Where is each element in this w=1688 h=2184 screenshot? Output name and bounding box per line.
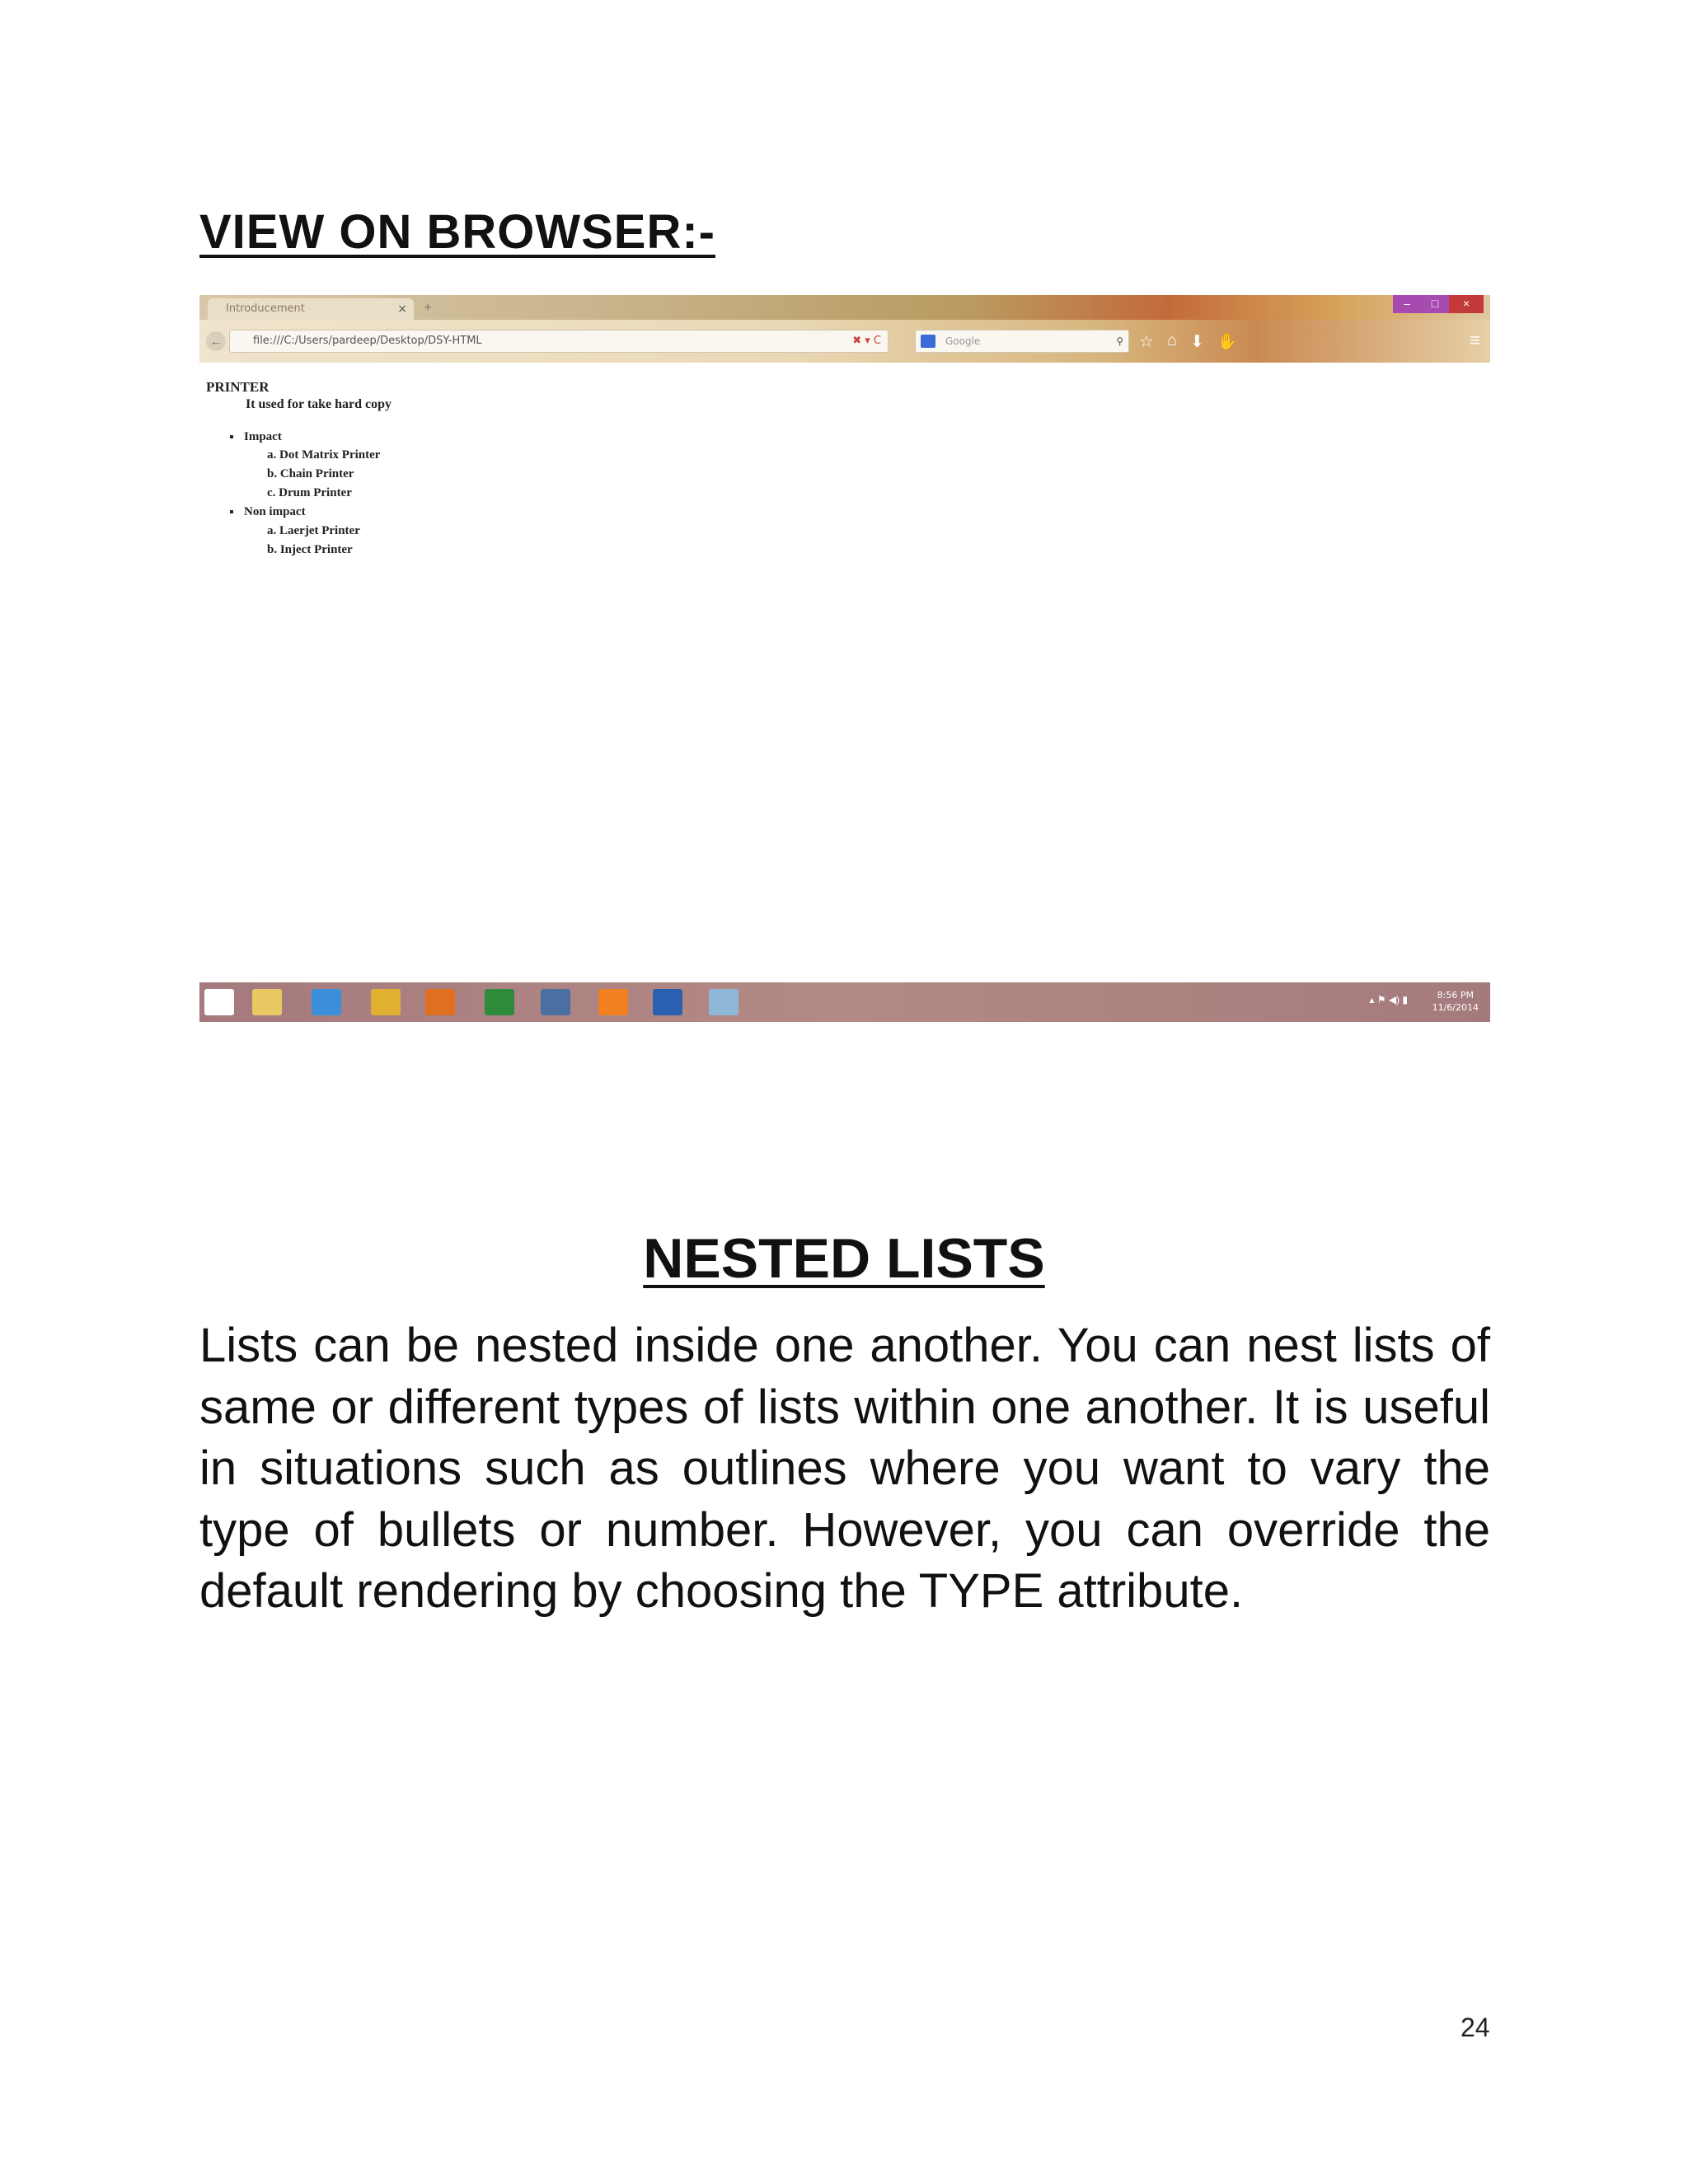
search-input[interactable] [915,330,1129,353]
list-item-non-impact: Non impact [244,505,306,518]
browser-screenshot [199,295,1490,1022]
close-window-icon[interactable]: × [1449,295,1484,313]
tab-title: Introducement [226,302,305,315]
hand-icon[interactable]: ✋ [1217,333,1238,351]
download-icon[interactable]: ⬇ [1190,333,1204,351]
toolbar-icons [1139,331,1238,352]
browser-titlebar [199,295,1490,320]
browser-navbar [199,320,1490,363]
window-controls [1393,295,1484,313]
file-explorer-icon[interactable] [252,989,282,1015]
windows-start-icon[interactable] [204,989,234,1015]
back-arrow-icon[interactable]: ← [206,331,226,351]
url-text: file:///C:/Users/pardeep/Desktop/DSY-HTML [253,335,482,347]
maximize-icon[interactable]: □ [1421,295,1449,313]
list-item: a. Laerjet Printer [267,524,360,537]
word-icon[interactable] [653,989,682,1015]
google-icon [921,335,935,348]
bookmark-star-icon[interactable]: ☆ [1139,333,1154,351]
clock-date: 11/6/2014 [1432,1002,1479,1013]
menu-icon[interactable]: ≡ [1470,330,1480,350]
minimize-icon[interactable]: – [1393,295,1421,313]
url-bar[interactable] [229,330,889,353]
paint-icon[interactable] [709,989,738,1015]
new-tab-icon[interactable]: + [424,301,432,315]
list-item: b. Inject Printer [267,543,353,556]
excel-icon[interactable] [485,989,514,1015]
tab-close-icon[interactable]: × [397,302,407,316]
internet-explorer-icon[interactable] [312,989,341,1015]
vlc-icon[interactable] [598,989,628,1015]
firefox-icon[interactable] [425,989,455,1015]
list-item: b. Chain Printer [267,467,354,480]
view-on-browser-heading: VIEW ON BROWSER:- [199,205,715,259]
search-icon[interactable]: ⚲ [1116,335,1123,347]
system-tray-icons[interactable]: ▴ ⚑ ◀) ▮ [1369,994,1408,1005]
url-action-icons[interactable]: ✖ ▾ C [852,335,881,347]
browser-tab[interactable] [208,298,414,320]
bullet-icon: ▪ [229,505,234,519]
page-title: PRINTER [206,379,270,395]
page-description: It used for take hard copy [246,397,392,411]
chrome-icon[interactable] [371,989,401,1015]
list-item: c. Drum Printer [267,486,352,499]
nested-lists-paragraph: Lists can be nested inside one another. You can nest lists of same or different types of lists within one another. It is useful in situations such as outlines where you want to vary the type of bullets or number. However, you can override the default rendering by choosing the TYPE attribute. [199,1319,1490,1618]
search-placeholder: Google [945,335,981,347]
list-item-impact: Impact [244,430,282,443]
nested-lists-heading: NESTED LISTS [643,1227,1045,1290]
page-number: 24 [1461,2013,1490,2042]
home-icon[interactable]: ⌂ [1166,331,1178,349]
windows-taskbar [199,982,1490,1022]
bullet-icon: ▪ [229,430,234,444]
clock-time: 8:56 PM [1437,990,1474,1001]
library-icon[interactable] [541,989,570,1015]
taskbar-clock[interactable] [1432,989,1479,1014]
list-item: a. Dot Matrix Printer [267,448,381,462]
page-content [199,363,1490,982]
